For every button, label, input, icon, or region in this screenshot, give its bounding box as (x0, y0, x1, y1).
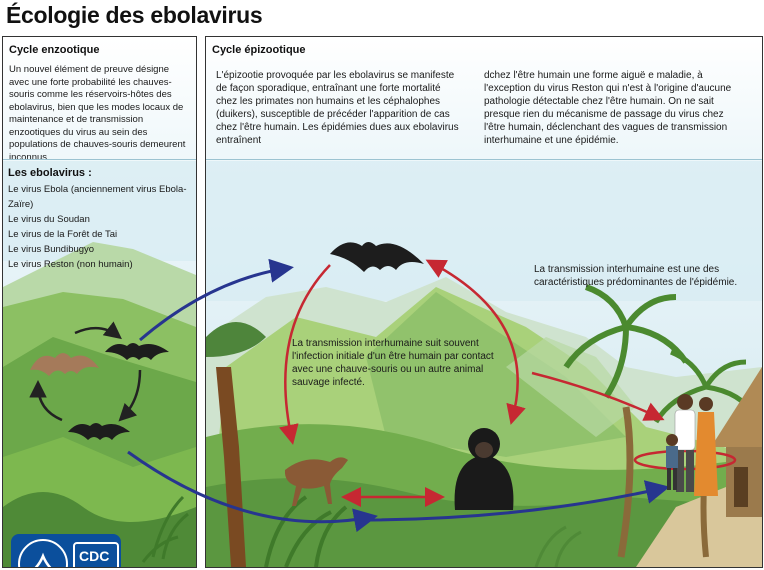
enzootic-arrow-1 (75, 328, 118, 336)
epizootic-description-col1: L'épizootie provoquée par les ebolavirus se manifeste de façon sporadique, entraînant une forte mortalité chez les primates non humains et les céphalophes (duikers), susceptible de précéder l'apparition de cas chez l'être humain. Les épidémies dues aux ebolavirus entraînent (216, 70, 459, 146)
virus-reston: Le virus Reston (non humain) (8, 259, 133, 270)
duiker-icon (285, 457, 348, 506)
cdc-logo-text: CDC (79, 548, 110, 564)
virus-bundibugyo: Le virus Bundibugyo (8, 244, 95, 255)
annotation-human-transmission-epidemic: La transmission interhumaine est une des caractéristiques prédominantes de l'épidémie. (534, 264, 738, 288)
enzootic-arrow-3 (38, 385, 62, 420)
human-family-icon (666, 394, 718, 496)
enzootic-heading: Cycle enzootique (9, 44, 100, 56)
human-transmission-ring (635, 451, 735, 469)
virus-soudan: Le virus du Soudan (8, 214, 90, 225)
bat-epizootic-icon (330, 242, 424, 272)
spillover-arrow-upper (140, 268, 288, 340)
epizootic-arrow-ape-to-bat (430, 262, 518, 420)
epizootic-description-col2: dchez l'être humain une forme aiguë e maladie, à l'exception du virus Reston qui n'est à l'origine d'aucune pathologie détectable chez l'être humain. On ne sait presque rien du mécanisme de passage du virus chez l'être humain, déclenchant des vagues de transmission interhumaine et une épidémie. (484, 70, 732, 146)
bat-brown-icon (30, 353, 99, 376)
annotation-human-transmission-initial: La transmission interhumaine suit souvent l'infection initiale d'un être humain par contact avec une chauve-souris ou un autre animal sauvage infecté. (292, 338, 494, 388)
epizootic-heading: Cycle épizootique (212, 44, 306, 56)
epizootic-arrow-bat-to-duiker (285, 265, 330, 440)
enzootic-arrow-2 (122, 370, 140, 418)
virus-list-heading: Les ebolavirus : (8, 167, 92, 179)
enzootic-description: Un nouvel élément de preuve désigne avec une forte probabilité les chauves-souris comme les réservoirs-hôtes des ebolavirus, bien que les modes locaux de maintenance et de transmission enzootiques du virus au sein des populations de chauves-souris demeurent inconnus. (9, 64, 186, 163)
virus-ebola: Le virus Ebola (anciennement virus Ebola-Zaïre) (8, 184, 187, 210)
page-title: Écologie des ebolavirus (6, 2, 263, 28)
virus-tai-forest: Le virus de la Forêt de Tai (8, 229, 118, 240)
epizootic-arrow-to-humans (532, 373, 660, 418)
chimpanzee-icon (455, 428, 514, 510)
